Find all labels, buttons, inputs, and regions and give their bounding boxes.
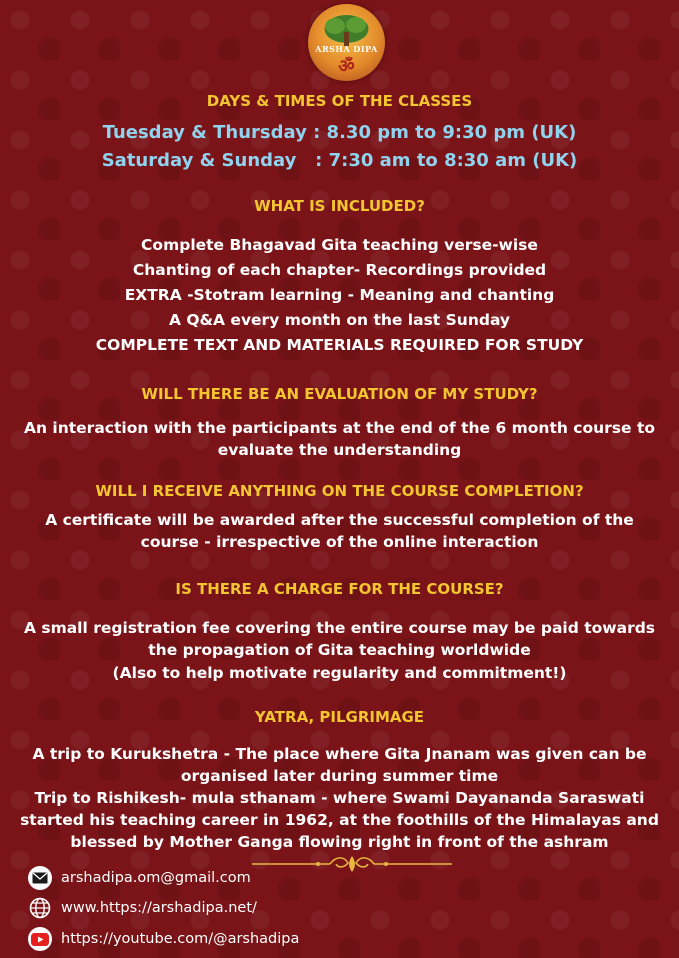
youtube-contact[interactable] — [28, 927, 299, 951]
yatra-kurukshetra-text: A trip to Kurukshetra - The place where Gita Jnanam was given can be organised later during summer time — [32, 745, 647, 785]
logo-text: ARSHA DIPA — [315, 44, 378, 54]
charge-text: A small registration fee covering the entire course may be paid towards the propagation of Gita teaching worldwide — [23, 619, 656, 659]
included-item: A Q&A every month on the last Sunday — [168, 311, 511, 329]
included-item: Chanting of each chapter- Recordings provided — [132, 261, 547, 279]
included-item: EXTRA -Stotram learning - Meaning and chanting — [124, 286, 555, 304]
charge-note: (Also to help motivate regularity and commitment!) — [112, 664, 567, 682]
schedule-line-weekday: Tuesday & Thursday : 8.30 pm to 9:30 pm (UK) — [102, 122, 577, 143]
youtube-play-icon — [28, 927, 52, 951]
ornamental-divider-icon — [252, 854, 452, 874]
youtube-text[interactable]: https://youtube.com/@arshadipa — [61, 931, 300, 947]
included-item: COMPLETE TEXT AND MATERIALS REQUIRED FOR STUDY — [95, 336, 584, 354]
evaluation-text: An interaction with the participants at the end of the 6 month course to evaluate the understanding — [23, 419, 656, 459]
email-contact[interactable] — [28, 866, 251, 890]
schedule-line-weekend: Saturday & Sunday : 7:30 am to 8:30 am (UK) — [101, 150, 578, 171]
completion-text: A certificate will be awarded after the successful completion of the course - irrespective of the online interaction — [45, 511, 634, 551]
yatra-heading: YATRA, PILGRIMAGE — [254, 708, 425, 726]
email-text[interactable]: arshadipa.om@gmail.com — [61, 870, 251, 886]
website-text[interactable]: www.https://arshadipa.net/ — [61, 900, 257, 916]
schedule-heading: DAYS & TIMES OF THE CLASSES — [206, 92, 473, 110]
evaluation-heading: WILL THERE BE AN EVALUATION OF MY STUDY? — [141, 385, 538, 403]
included-heading: WHAT IS INCLUDED? — [254, 197, 425, 215]
tree-om-logo-icon — [308, 4, 385, 81]
globe-icon — [28, 896, 52, 920]
included-item: Complete Bhagavad Gita teaching verse-wise — [141, 236, 538, 254]
website-contact[interactable] — [28, 896, 257, 920]
charge-heading: IS THERE A CHARGE FOR THE COURSE? — [175, 580, 504, 598]
completion-heading: WILL I RECEIVE ANYTHING ON THE COURSE COMPLETION? — [95, 482, 584, 500]
envelope-icon — [28, 866, 52, 890]
yatra-rishikesh-text: Trip to Rishikesh- mula sthanam - where Swami Dayananda Saraswati started his teaching career in 1962, at the foothills of the Himalayas and blessed by Mother Ganga flowing right in front of the ashram — [20, 789, 659, 851]
svg-text:ॐ: ॐ — [338, 56, 355, 77]
